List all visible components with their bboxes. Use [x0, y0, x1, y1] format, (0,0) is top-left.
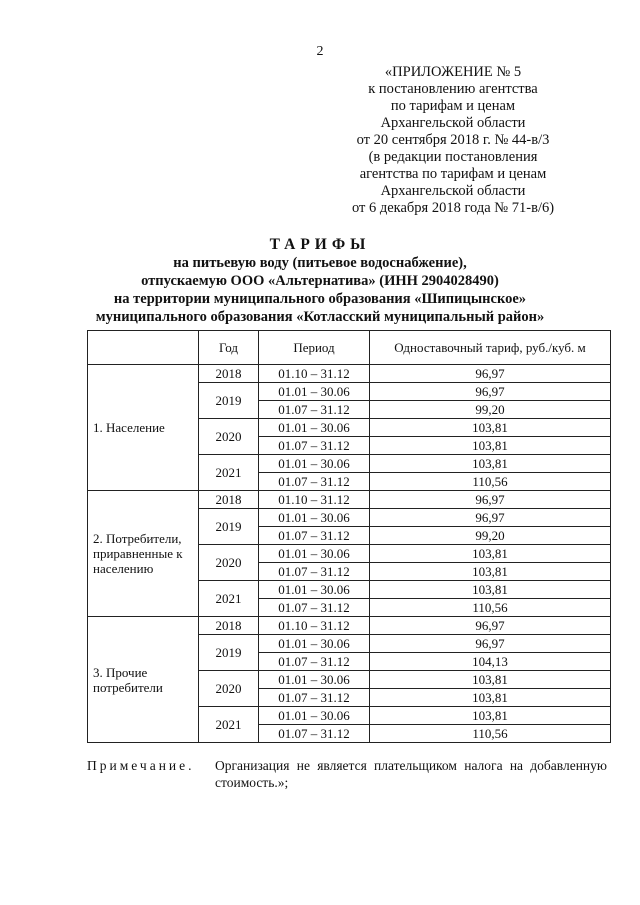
title-line: муниципального образования «Котласский муниципальный район»: [95, 309, 545, 325]
tariff-table: [87, 330, 611, 743]
header-cell: Период: [259, 331, 370, 365]
year-cell: 2018: [199, 365, 259, 383]
period-cell: 01.07 – 31.12: [259, 725, 370, 743]
year-cell: 2019: [199, 509, 259, 545]
tariff-cell: 110,56: [370, 725, 611, 743]
period-cell: 01.01 – 30.06: [259, 707, 370, 725]
tariff-cell: 103,81: [370, 707, 611, 725]
period-cell: 01.01 – 30.06: [259, 509, 370, 527]
year-cell: 2020: [199, 671, 259, 707]
appendix-line: от 6 декабря 2018 года № 71-в/6): [351, 200, 555, 216]
note-block: [87, 757, 607, 791]
tariff-cell: 103,81: [370, 455, 611, 473]
period-cell: 01.01 – 30.06: [259, 419, 370, 437]
appendix-line: (в редакции постановления: [368, 149, 538, 165]
year-cell: 2021: [199, 581, 259, 617]
period-cell: 01.10 – 31.12: [259, 491, 370, 509]
year-cell: 2020: [199, 419, 259, 455]
tariff-cell: 103,81: [370, 581, 611, 599]
period-cell: 01.10 – 31.12: [259, 365, 370, 383]
table-row: [88, 491, 611, 509]
tariff-cell: 99,20: [370, 401, 611, 419]
period-cell: 01.07 – 31.12: [259, 473, 370, 491]
appendix-line: от 20 сентября 2018 г. № 44-в/3: [356, 132, 550, 148]
tariff-cell: 103,81: [370, 563, 611, 581]
period-cell: 01.01 – 30.06: [259, 545, 370, 563]
period-cell: 01.07 – 31.12: [259, 599, 370, 617]
group-label: 3. Прочие потребители: [88, 617, 199, 743]
appendix-line: к постановлению агентства: [368, 81, 538, 97]
tariff-cell: 103,81: [370, 419, 611, 437]
tariff-cell: 104,13: [370, 653, 611, 671]
page-number: 2: [316, 44, 324, 59]
note-label: Примечание.: [87, 758, 195, 773]
title-line: на питьевую воду (питьевое водоснабжение),: [173, 255, 467, 271]
group-label: 2. Потребители, приравненные к населению: [88, 491, 199, 617]
header-cell: [88, 331, 199, 365]
year-cell: 2020: [199, 545, 259, 581]
period-cell: 01.07 – 31.12: [259, 527, 370, 545]
period-cell: 01.01 – 30.06: [259, 383, 370, 401]
tariff-cell: 96,97: [370, 491, 611, 509]
year-cell: 2021: [199, 707, 259, 743]
tariff-cell: 103,81: [370, 545, 611, 563]
tariff-cell: 96,97: [370, 509, 611, 527]
appendix-block: [318, 64, 588, 217]
tariff-cell: 103,81: [370, 689, 611, 707]
tariff-cell: 99,20: [370, 527, 611, 545]
group-label: 1. Население: [88, 365, 199, 491]
title-line: отпускаемую ООО «Альтернатива» (ИНН 2904028490): [141, 273, 499, 289]
period-cell: 01.07 – 31.12: [259, 401, 370, 419]
header-cell: Год: [199, 331, 259, 365]
appendix-line: агентства по тарифам и ценам: [359, 166, 547, 182]
title-line: на территории муниципального образования «Шипицынское»: [113, 291, 527, 307]
year-cell: 2019: [199, 383, 259, 419]
period-cell: 01.01 – 30.06: [259, 671, 370, 689]
document-title: ТАРИФЫ: [269, 236, 371, 253]
tariff-cell: 110,56: [370, 473, 611, 491]
period-cell: 01.07 – 31.12: [259, 563, 370, 581]
note-text: Организация не является плательщиком налога на добавленную стоимость.»;: [215, 758, 607, 790]
period-cell: 01.10 – 31.12: [259, 617, 370, 635]
period-cell: 01.07 – 31.12: [259, 653, 370, 671]
tariff-cell: 96,97: [370, 365, 611, 383]
table-row: [88, 617, 611, 635]
tariff-cell: 103,81: [370, 437, 611, 455]
appendix-line: «ПРИЛОЖЕНИЕ № 5: [384, 64, 522, 80]
table-row: [88, 365, 611, 383]
tariff-cell: 96,97: [370, 617, 611, 635]
tariff-cell: 110,56: [370, 599, 611, 617]
period-cell: 01.01 – 30.06: [259, 635, 370, 653]
appendix-line: по тарифам и ценам: [390, 98, 516, 114]
table-header-row: [88, 331, 611, 365]
title-block: [60, 236, 580, 326]
year-cell: 2018: [199, 491, 259, 509]
tariff-cell: 96,97: [370, 635, 611, 653]
appendix-line: Архангельской области: [380, 183, 526, 199]
tariff-cell: 96,97: [370, 383, 611, 401]
tariff-cell: 103,81: [370, 671, 611, 689]
period-cell: 01.01 – 30.06: [259, 455, 370, 473]
appendix-line: Архангельской области: [380, 115, 526, 131]
header-cell: Одноставочный тариф, руб./куб. м: [370, 331, 611, 365]
year-cell: 2019: [199, 635, 259, 671]
period-cell: 01.07 – 31.12: [259, 437, 370, 455]
period-cell: 01.07 – 31.12: [259, 689, 370, 707]
period-cell: 01.01 – 30.06: [259, 581, 370, 599]
year-cell: 2021: [199, 455, 259, 491]
year-cell: 2018: [199, 617, 259, 635]
